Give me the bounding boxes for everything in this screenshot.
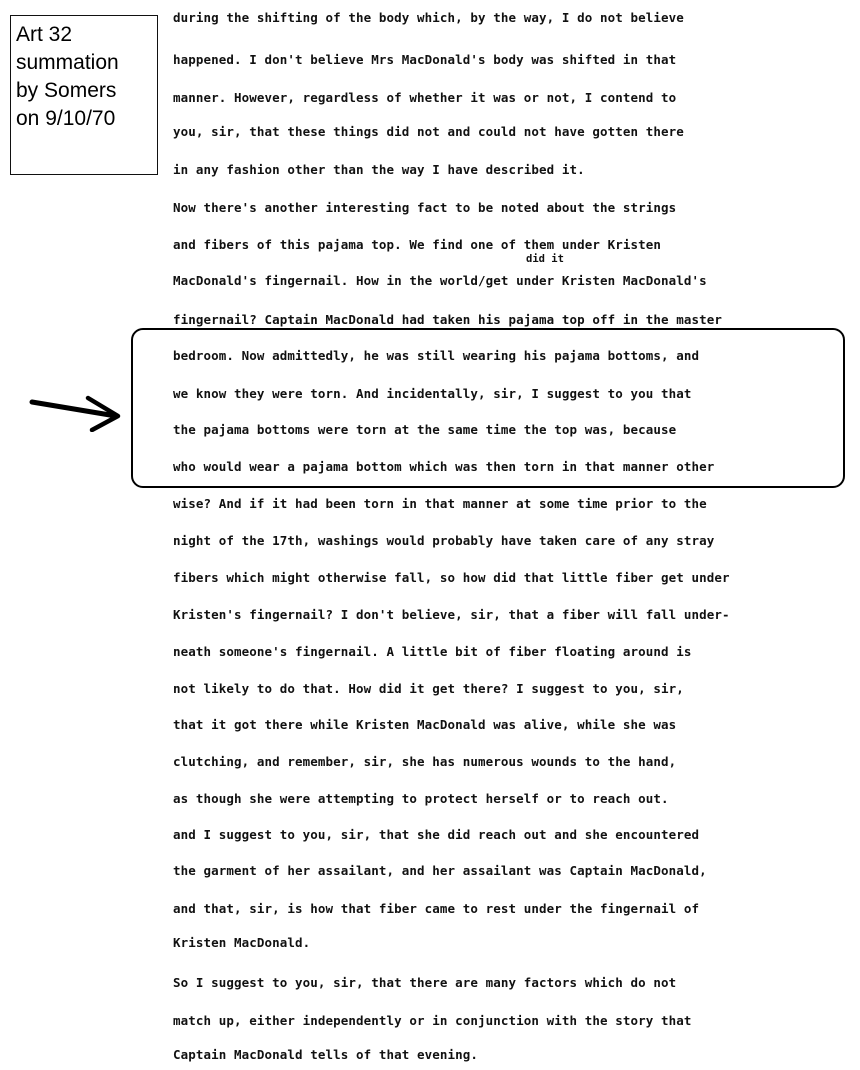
arrow-icon xyxy=(28,392,128,432)
text-line: and fibers of this pajama top. We find one of them under Kristen xyxy=(173,237,662,252)
text-line: neath someone's fingernail. A little bit of fiber floating around is xyxy=(173,644,692,659)
text-line: night of the 17th, washings would probably have taken care of any stray xyxy=(173,533,715,548)
highlight-box xyxy=(131,328,845,488)
text-line: that it got there while Kristen MacDonald was alive, while she was xyxy=(173,717,677,732)
text-line: you, sir, that these things did not and could not have gotten there xyxy=(173,124,684,139)
text-line: So I suggest to you, sir, that there are many factors which do not xyxy=(173,975,677,990)
text-line: as though she were attempting to protect herself or to reach out. xyxy=(173,791,669,806)
text-line: in any fashion other than the way I have described it. xyxy=(173,162,585,177)
text-line: during the shifting of the body which, by the way, I do not believe xyxy=(173,10,684,25)
margin-label-line: by Somers xyxy=(16,79,117,102)
text-line: fingernail? Captain MacDonald had taken his pajama top off in the master xyxy=(173,312,723,327)
text-line: and I suggest to you, sir, that she did reach out and she encountered xyxy=(173,827,700,842)
margin-label-line: on 9/10/70 xyxy=(16,107,116,130)
text-line: MacDonald's fingernail. How in the world/get under Kristen MacDonald's xyxy=(173,273,707,288)
text-line: Kristen's fingernail? I don't believe, sir, that a fiber will fall under- xyxy=(173,607,730,622)
text-line: the pajama bottoms were torn at the same time the top was, because xyxy=(173,422,677,437)
margin-label-line: summation xyxy=(16,51,119,74)
handwritten-insert: did it xyxy=(526,253,564,265)
text-line: and that, sir, is how that fiber came to rest under the fingernail of xyxy=(173,901,700,916)
text-line: who would wear a pajama bottom which was then torn in that manner other xyxy=(173,459,715,474)
text-line: match up, either independently or in conjunction with the story that xyxy=(173,1013,692,1028)
text-line: happened. I don't believe Mrs MacDonald's body was shifted in that xyxy=(173,52,677,67)
text-line: Now there's another interesting fact to be noted about the strings xyxy=(173,200,677,215)
text-line: not likely to do that. How did it get there? I suggest to you, sir, xyxy=(173,681,684,696)
margin-label-line: Art 32 xyxy=(16,23,73,46)
text-line: clutching, and remember, sir, she has numerous wounds to the hand, xyxy=(173,754,677,769)
text-line: the garment of her assailant, and her assailant was Captain MacDonald, xyxy=(173,863,707,878)
text-line: Captain MacDonald tells of that evening. xyxy=(173,1047,479,1062)
text-line: manner. However, regardless of whether it was or not, I contend to xyxy=(173,90,677,105)
margin-label-box xyxy=(10,15,158,175)
text-line: we know they were torn. And incidentally, sir, I suggest to you that xyxy=(173,386,692,401)
text-line: bedroom. Now admittedly, he was still wearing his pajama bottoms, and xyxy=(173,348,700,363)
text-line: Kristen MacDonald. xyxy=(173,935,311,950)
text-line: wise? And if it had been torn in that manner at some time prior to the xyxy=(173,496,707,511)
text-line: fibers which might otherwise fall, so how did that little fiber get under xyxy=(173,570,730,585)
